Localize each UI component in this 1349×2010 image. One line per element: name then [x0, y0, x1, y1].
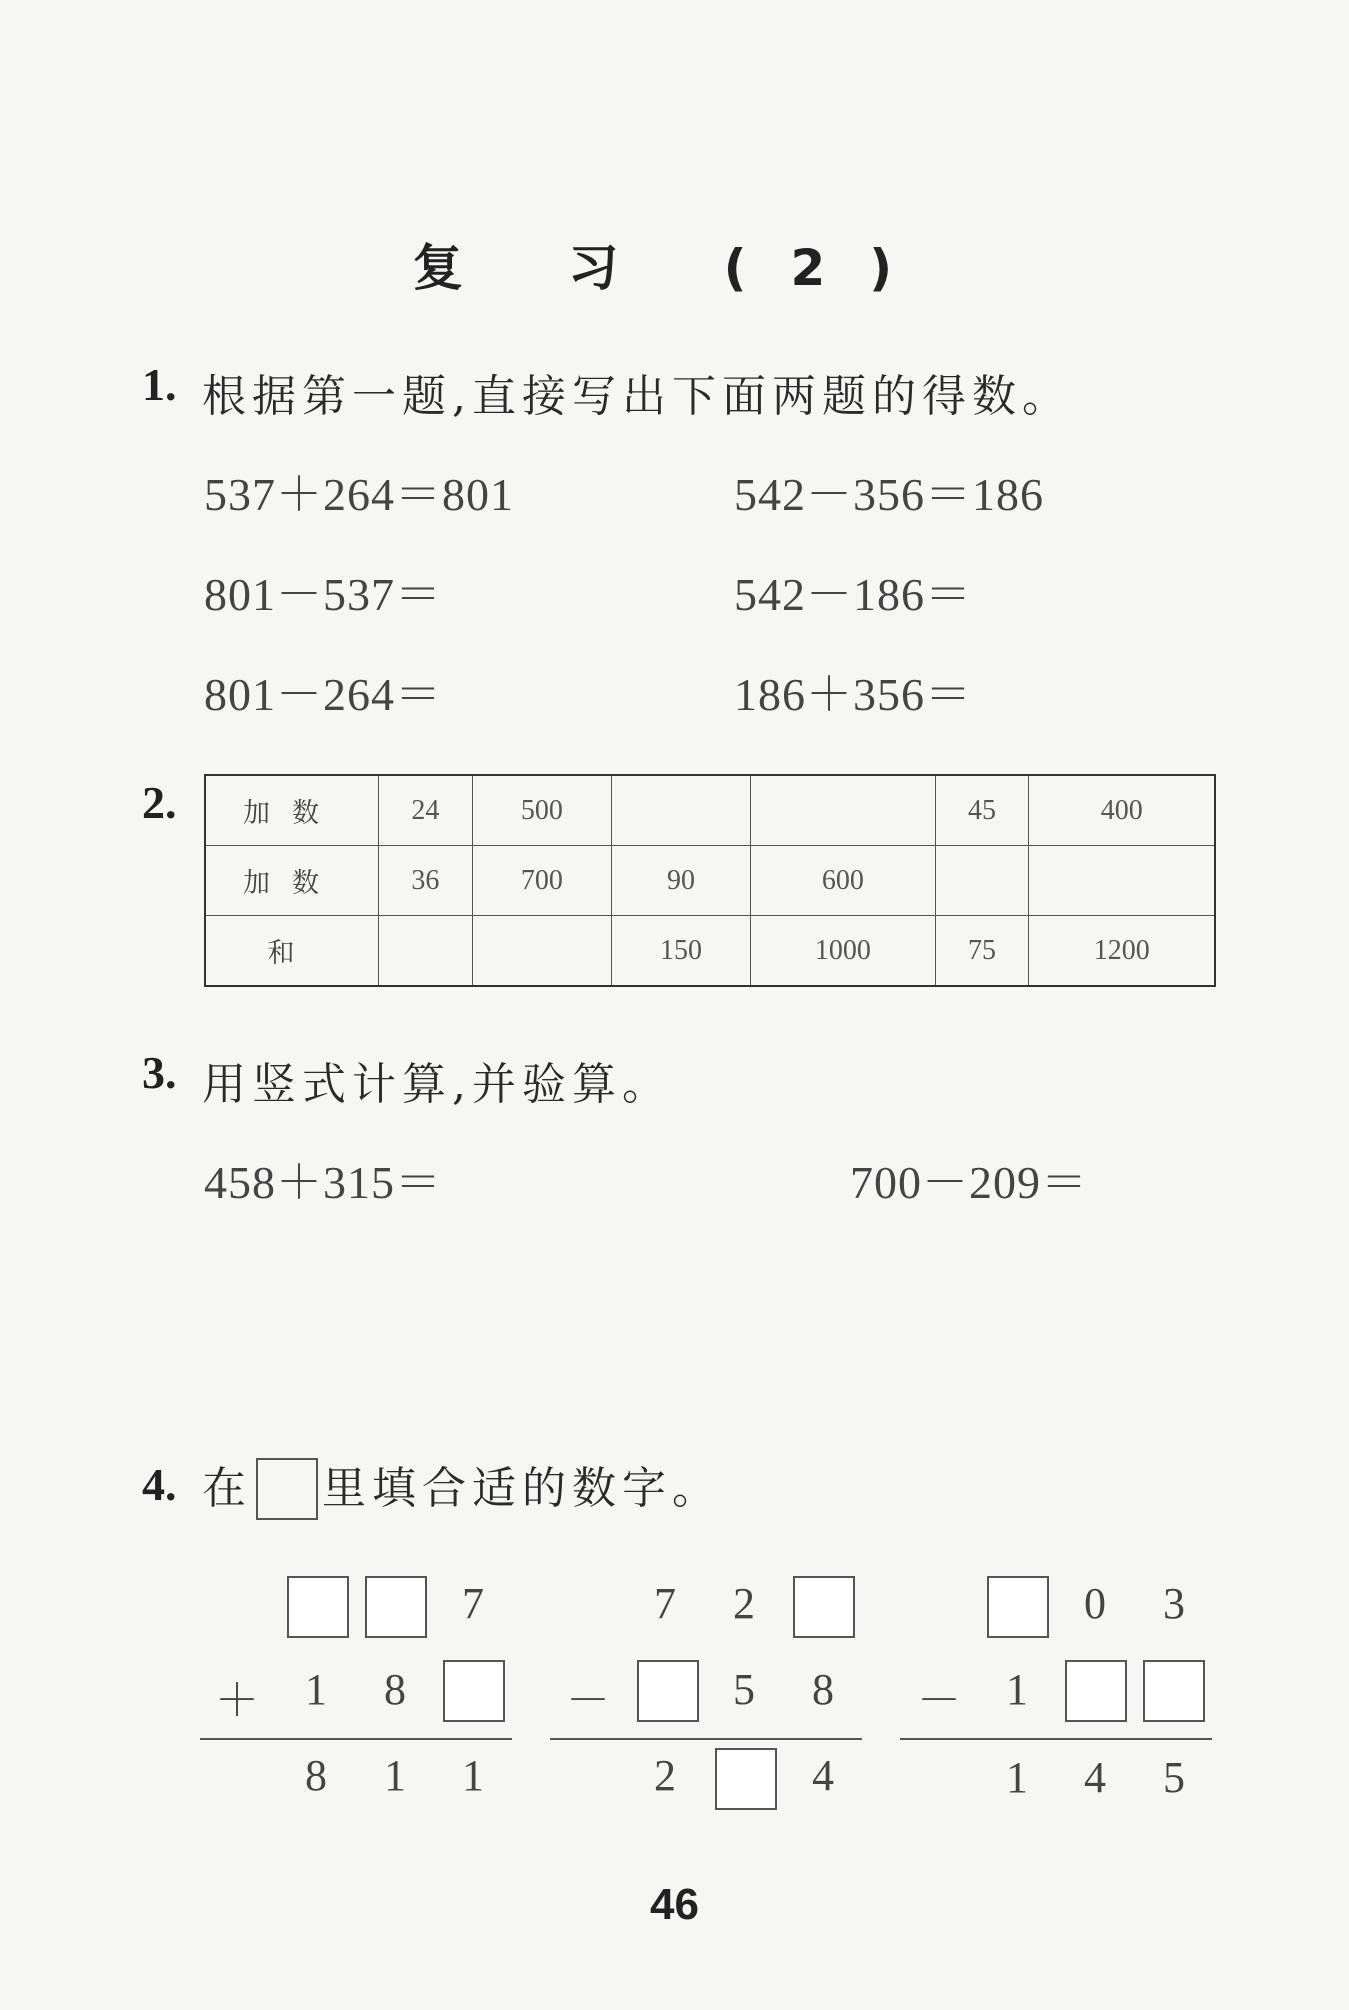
table-cell: 400	[1029, 775, 1215, 846]
difference-line	[900, 1738, 1212, 1740]
q1-right-eq-3: 186＋356＝	[734, 669, 972, 720]
page-title: 复 习 (2)	[412, 239, 937, 297]
addition-table	[204, 774, 1216, 987]
digit: 0	[1084, 1579, 1106, 1628]
table-cell	[751, 775, 935, 846]
digit-input-box[interactable]	[1143, 1660, 1205, 1722]
digit: 8	[305, 1751, 327, 1800]
q1-left-eq-1: 537＋264＝801	[204, 469, 514, 520]
table-row	[205, 916, 1215, 987]
q1-instruction: 根据第一题,直接写出下面两题的得数。	[202, 371, 1072, 422]
q3-instruction: 用竖式计算,并验算。	[202, 1059, 672, 1110]
table-cell: 150	[611, 916, 750, 987]
plus-operator: ＋	[215, 1676, 259, 1725]
q4-number: 4.	[142, 1459, 177, 1510]
digit-input-box[interactable]	[793, 1576, 855, 1638]
table-cell: 700	[472, 846, 611, 916]
digit: 3	[1163, 1579, 1185, 1628]
digit: 1	[384, 1751, 406, 1800]
q1-number: 1.	[142, 359, 177, 410]
table-cell: 1200	[1029, 916, 1215, 987]
q3-right-eq: 700－209＝	[850, 1157, 1088, 1208]
digit: 5	[733, 1665, 755, 1714]
digit: 1	[1006, 1753, 1028, 1802]
table-row	[205, 775, 1215, 846]
minus-operator: －	[566, 1676, 610, 1725]
q1-left-eq-3: 801－264＝	[204, 669, 442, 720]
table-cell	[935, 846, 1029, 916]
q4-text-before: 在	[202, 1463, 252, 1514]
blank-box-icon	[256, 1458, 318, 1520]
digit: 2	[654, 1751, 676, 1800]
digit-input-box[interactable]	[987, 1576, 1049, 1638]
row-label: 加数	[205, 775, 379, 846]
digit-input-box[interactable]	[715, 1748, 777, 1810]
q1-right-eq-1: 542－356＝186	[734, 469, 1044, 520]
digit: 7	[654, 1579, 676, 1628]
digit-input-box[interactable]	[365, 1576, 427, 1638]
digit-input-box[interactable]	[443, 1660, 505, 1722]
digit: 5	[1163, 1753, 1185, 1802]
difference-line	[550, 1738, 862, 1740]
digit: 4	[1084, 1753, 1106, 1802]
table-cell: 500	[472, 775, 611, 846]
digit: 1	[1006, 1665, 1028, 1714]
table-cell	[472, 916, 611, 987]
q4-text-after: 里填合适的数字。	[322, 1463, 722, 1514]
table-row	[205, 846, 1215, 916]
digit: 8	[384, 1665, 406, 1714]
table-cell: 1000	[751, 916, 935, 987]
q3-left-eq: 458＋315＝	[204, 1157, 442, 1208]
digit-input-box[interactable]	[1065, 1660, 1127, 1722]
q4-instruction	[202, 1452, 722, 1526]
digit: 4	[812, 1751, 834, 1800]
q2-number: 2.	[142, 777, 177, 828]
table-cell	[611, 775, 750, 846]
q1-right-eq-2: 542－186＝	[734, 569, 972, 620]
table-cell: 45	[935, 775, 1029, 846]
table-cell: 600	[751, 846, 935, 916]
digit: 8	[812, 1665, 834, 1714]
table-cell: 90	[611, 846, 750, 916]
minus-operator: －	[917, 1676, 961, 1725]
table-cell: 75	[935, 916, 1029, 987]
table-cell: 36	[379, 846, 473, 916]
row-label: 加数	[205, 846, 379, 916]
digit-input-box[interactable]	[637, 1660, 699, 1722]
digit: 1	[462, 1751, 484, 1800]
sum-line	[200, 1738, 512, 1740]
table-cell: 24	[379, 775, 473, 846]
digit-input-box[interactable]	[287, 1576, 349, 1638]
row-label: 和	[205, 916, 379, 987]
page-number: 46	[650, 1880, 699, 1929]
table-cell	[379, 916, 473, 987]
q3-number: 3.	[142, 1047, 177, 1098]
table-cell	[1029, 846, 1215, 916]
digit: 2	[733, 1579, 755, 1628]
digit: 7	[462, 1579, 484, 1628]
q1-left-eq-2: 801－537＝	[204, 569, 442, 620]
digit: 1	[305, 1665, 327, 1714]
